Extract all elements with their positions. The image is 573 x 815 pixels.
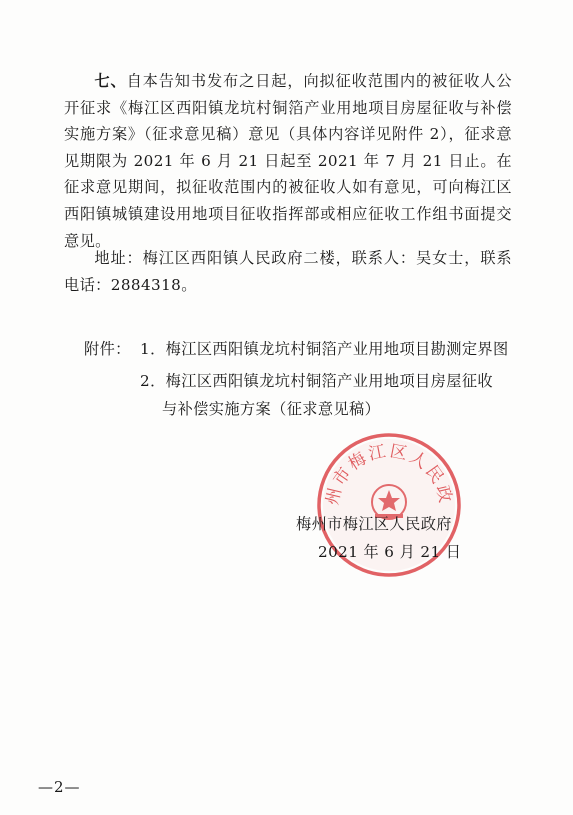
- attachment-item-2: 2．梅江区西阳镇龙坑村铜箔产业用地项目房屋征收: [140, 372, 493, 390]
- signature-organization: 梅州市梅江区人民政府: [296, 515, 452, 533]
- paragraph-seven: [64, 68, 512, 254]
- address-paragraph: 地址：梅江区西阳镇人民政府二楼，联系人：吴女士，联系电话：2884318。: [64, 249, 512, 294]
- paragraph-seven-lead: 七、: [94, 72, 127, 90]
- signature-date: 2021 年 6 月 21 日: [318, 543, 462, 561]
- attachment-item-2-continued: 与补偿实施方案（征求意见稿）: [162, 400, 381, 418]
- attachments-label: 附件：: [84, 340, 131, 358]
- page-number: —2—: [38, 778, 81, 796]
- attachment-item-1: 1．梅江区西阳镇龙坑村铜箔产业用地项目勘测定界图: [140, 340, 509, 358]
- paragraph-seven-body: 自本告知书发布之日起，向拟征收范围内的被征收人公开征求《梅江区西阳镇龙坑村铜箔产业用地项目房屋征收与补偿实施方案》（征求意见稿）意见（具体内容详见附件 2），征求意见期限为 2021 年 6 月 21 日起至 2021 年 7 月 21 日止。在征求意见期间，拟征收范围内的被征收人如有意见，可向梅江区西阳镇城镇建设用地项目征收指挥部或相应征收工作组书面提交意见。: [64, 72, 512, 250]
- svg-text:梅州市梅江区人民政府: 州市梅江区人民政: [322, 441, 456, 508]
